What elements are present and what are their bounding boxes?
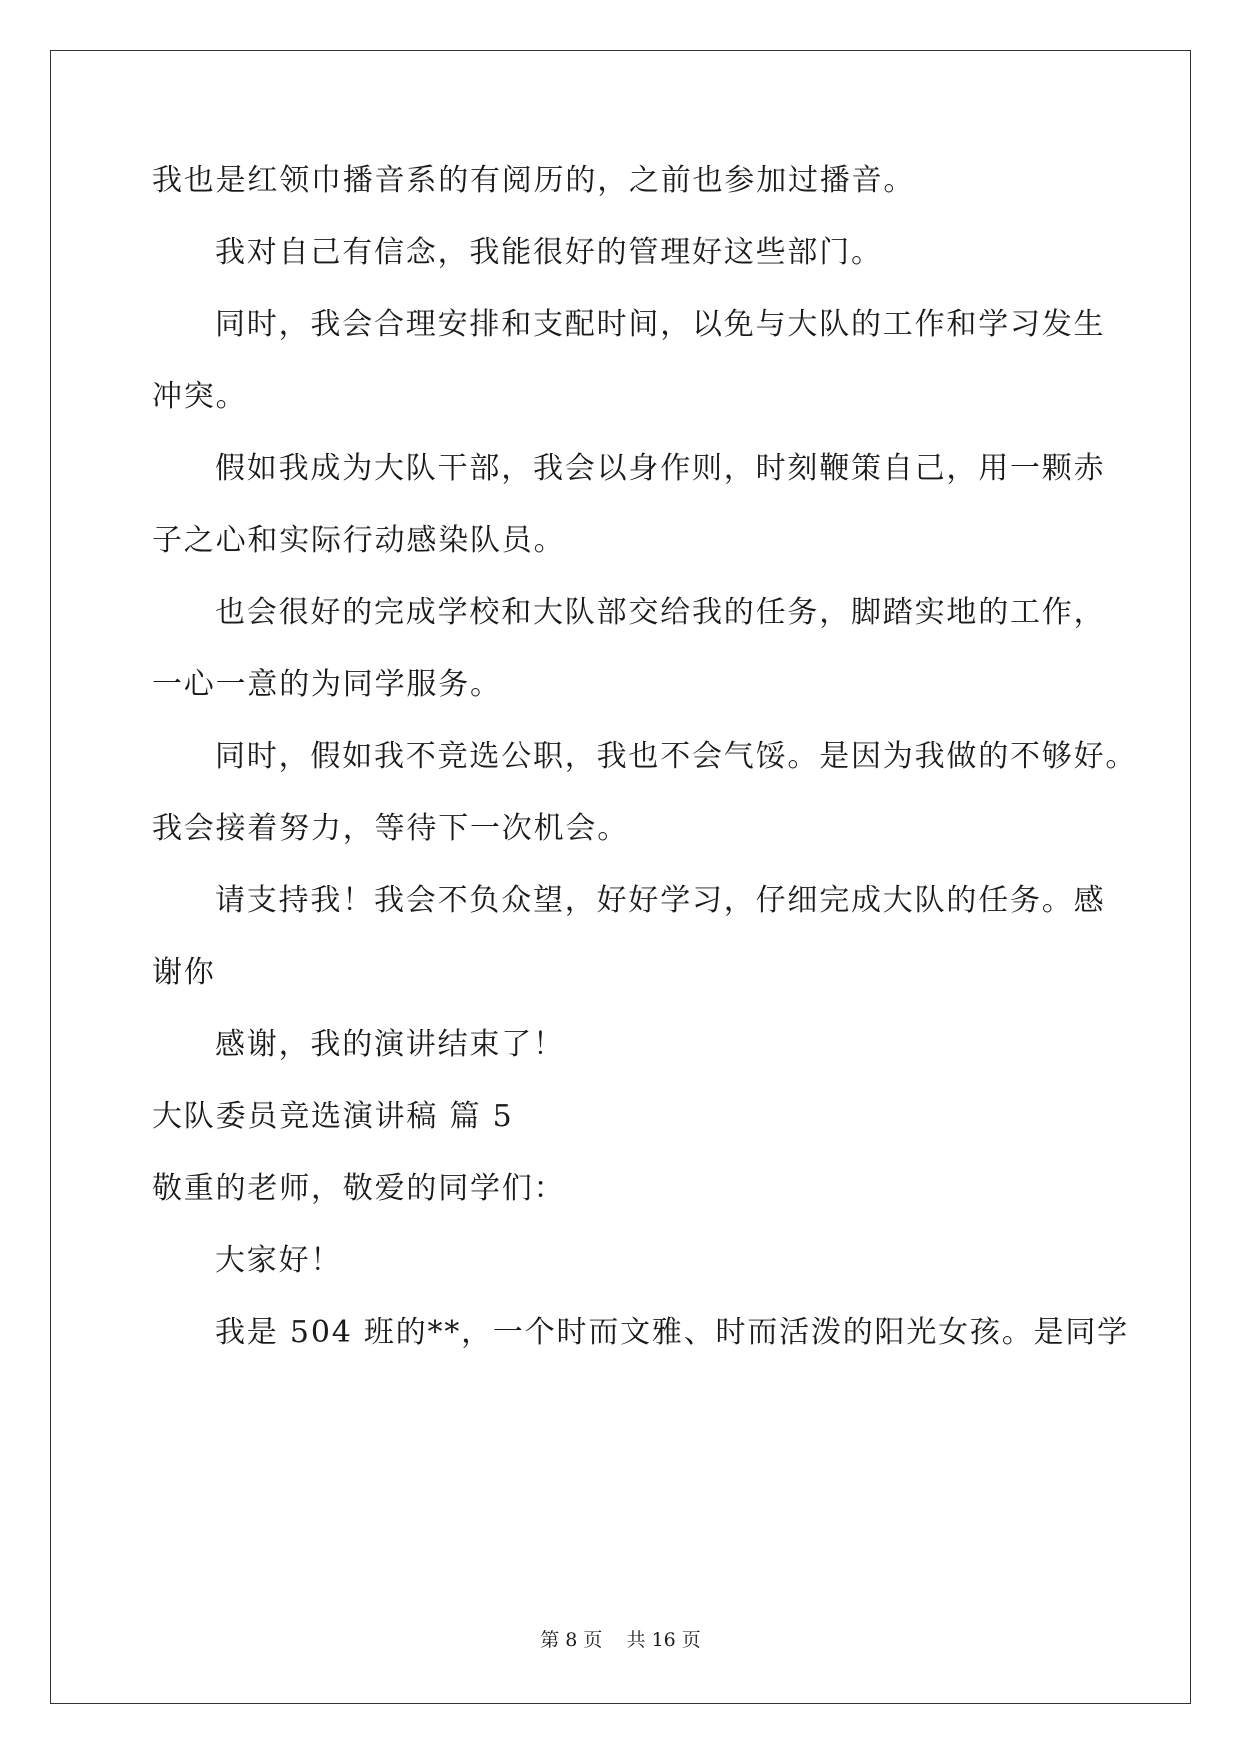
- text-line-8: 一心一意的为同学服务。: [152, 667, 502, 702]
- text-line-12: 谢你: [152, 955, 216, 990]
- text-line-17: 我是 504 班的**，一个时而文雅、时而活泼的阳光女孩。是同学: [215, 1315, 1129, 1350]
- text-line-6: 子之心和实际行动感染队员。: [152, 523, 566, 558]
- greeting: 大家好！: [215, 1243, 343, 1278]
- salutation: 敬重的老师，敬爱的同学们：: [152, 1171, 566, 1206]
- text-line-2: 我对自己有信念，我能很好的管理好这些部门。: [215, 235, 883, 270]
- text-line-3: 同时，我会合理安排和支配时间，以免与大队的工作和学习发生: [215, 307, 1106, 342]
- text-line-1: 我也是红领巾播音系的有阅历的，之前也参加过播音。: [152, 163, 916, 198]
- text-line-10: 我会接着努力，等待下一次机会。: [152, 811, 629, 846]
- section-heading: 大队委员竞选演讲稿 篇 5: [152, 1099, 514, 1134]
- page-border: [50, 50, 1191, 1704]
- page-footer: [0, 1628, 1241, 1652]
- text-line-13: 感谢，我的演讲结束了！: [215, 1027, 565, 1062]
- text-line-7: 也会很好的完成学校和大队部交给我的任务，脚踏实地的工作，: [215, 595, 1106, 630]
- text-line-11: 请支持我！我会不负众望，好好学习，仔细完成大队的任务。感: [215, 883, 1106, 918]
- text-line-9: 同时，假如我不竞选公职，我也不会气馁。是因为我做的不够好。: [215, 739, 1138, 774]
- text-line-4: 冲突。: [152, 379, 248, 414]
- text-line-5: 假如我成为大队干部，我会以身作则，时刻鞭策自己，用一颗赤: [215, 451, 1106, 486]
- page-number-label: 第 8 页 共 16 页: [540, 1629, 701, 1651]
